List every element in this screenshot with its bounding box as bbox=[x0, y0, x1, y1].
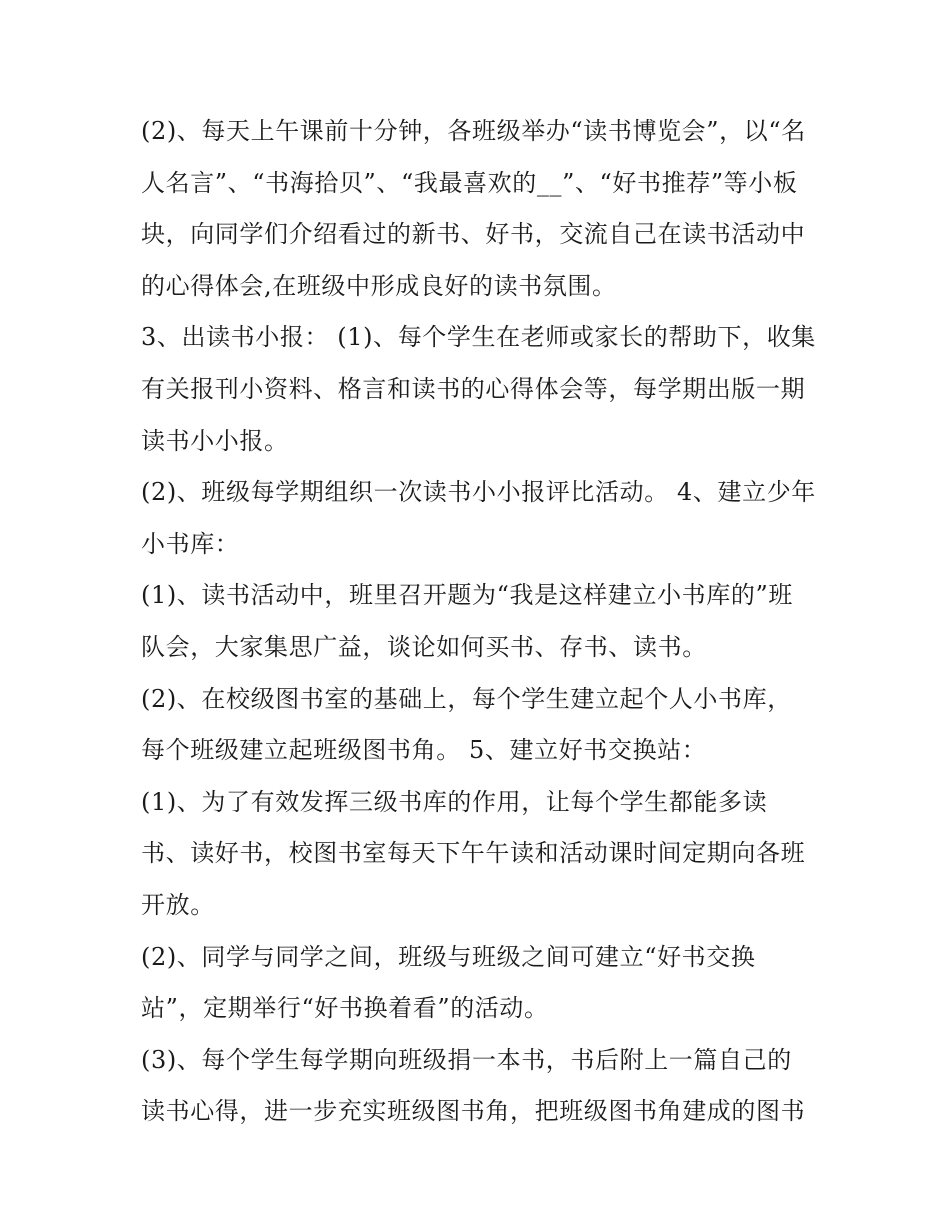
text-line: (2)、每天上午课前十分钟，各班级举办“读书博览会”，以“名 bbox=[141, 117, 806, 145]
text-line: (1)、为了有效发挥三级书库的作用，让每个学生都能多读 bbox=[141, 787, 768, 816]
text-line: 小书库： bbox=[141, 529, 240, 558]
text-line: 人名言”、“书海拾贝”、“我最喜欢的__”、“好书推荐”等小板 bbox=[141, 168, 798, 197]
text-line: (2)、班级每学期组织一次读书小小报评比活动。 4、建立少年 bbox=[141, 478, 816, 507]
text-line: 读书心得，进一步充实班级图书角，把班级图书角建成的图书 bbox=[141, 1097, 806, 1126]
text-line: 有关报刊小资料、格言和读书的心得体会等，每学期出版一期 bbox=[141, 374, 806, 403]
text-line: (2)、在校级图书室的基础上，每个学生建立起个人小书库， bbox=[141, 684, 792, 713]
text-line: 读书小小报。 bbox=[141, 426, 289, 455]
text-line: 站”，定期举行“好书换着看”的活动。 bbox=[141, 994, 549, 1023]
text-line: (3)、每个学生每学期向班级捐一本书，书后附上一篇自己的 bbox=[141, 1045, 792, 1074]
text-line: (1)、读书活动中，班里召开题为“我是这样建立小书库的”班 bbox=[141, 581, 793, 610]
text-line: 队会，大家集思广益，谈论如何买书、存书、读书。 bbox=[141, 632, 707, 661]
text-line: 的心得体会,在班级中形成良好的读书氛围。 bbox=[141, 271, 617, 300]
text-line: 3、出读书小报： (1)、每个学生在老师或家长的帮助下，收集 bbox=[141, 323, 816, 352]
text-line: 开放。 bbox=[141, 890, 215, 919]
body-text bbox=[141, 106, 831, 1138]
text-line: (2)、同学与同学之间，班级与班级之间可建立“好书交换 bbox=[141, 942, 756, 971]
text-line: 块，向同学们介绍看过的新书、好书，交流自己在读书活动中 bbox=[141, 220, 806, 249]
text-line: 每个班级建立起班级图书角。 5、建立好书交换站： bbox=[141, 736, 707, 765]
text-line: 书、读好书，校图书室每天下午午读和活动课时间定期向各班 bbox=[141, 839, 806, 868]
